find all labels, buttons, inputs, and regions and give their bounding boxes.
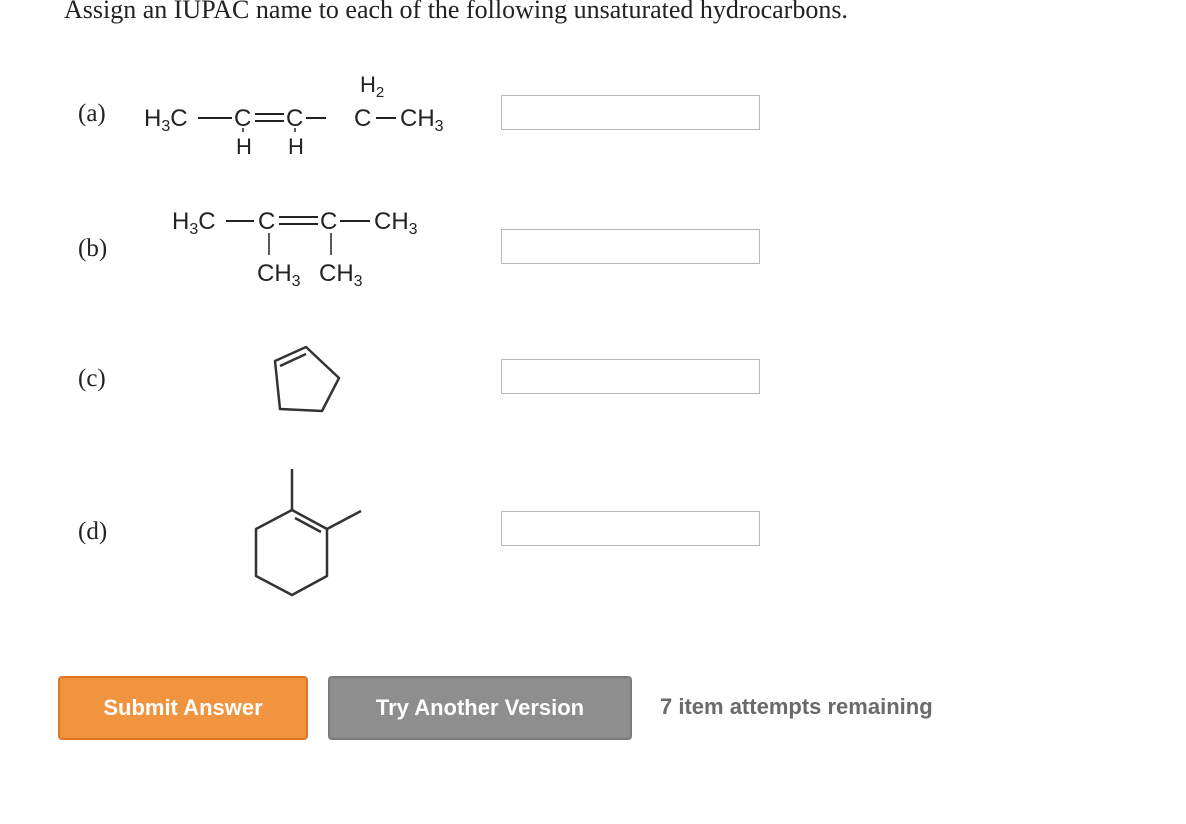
attempts-remaining-text: 7 item attempts remaining [660, 694, 933, 719]
structure-a-h2: $H_2$ [360, 72, 385, 101]
svg-text:H3C: $H_3C$ [172, 208, 216, 238]
structure-a-formula [140, 70, 490, 165]
svg-text:C: C [234, 105, 252, 132]
cyclopentene-structure [260, 338, 350, 418]
svg-text:C: C [354, 105, 372, 132]
try-another-version-button[interactable] [328, 676, 632, 740]
dimethylcyclohexene-structure [240, 462, 375, 602]
svg-text:C: C [258, 208, 276, 235]
structure-b-formula [168, 195, 468, 295]
structure-a-h-2: H [288, 134, 304, 159]
submit-answer-button[interactable] [58, 676, 308, 740]
instructions-text: Assign an IUPAC name to each of the following unsaturated hydrocarbons. [64, 0, 848, 24]
answer-input-d[interactable] [501, 511, 760, 546]
answer-input-c[interactable] [501, 359, 760, 394]
try-another-version-label: Try Another Version [375, 695, 585, 720]
structure-b-methyl-2: $CH_3$ [319, 260, 363, 290]
question-b-label: (b) [78, 235, 108, 262]
answer-input-b[interactable] [501, 229, 760, 264]
answer-input-a[interactable] [501, 95, 760, 130]
svg-text:C: C [320, 208, 338, 235]
submit-answer-label: Submit Answer [103, 695, 263, 720]
question-d-label: (d) [78, 518, 108, 545]
svg-text:C: C [286, 105, 304, 132]
structure-a-h-1: H [236, 134, 252, 159]
structure-b-methyl-1: $CH_3$ [257, 260, 301, 290]
question-a-label: (a) [78, 100, 106, 127]
question-c-label: (c) [78, 365, 106, 392]
svg-text:CH3: $CH_3$ [374, 208, 418, 238]
svg-text:H3C: $H_3C$ [144, 105, 188, 135]
svg-text:CH3: $CH_3$ [400, 105, 444, 135]
